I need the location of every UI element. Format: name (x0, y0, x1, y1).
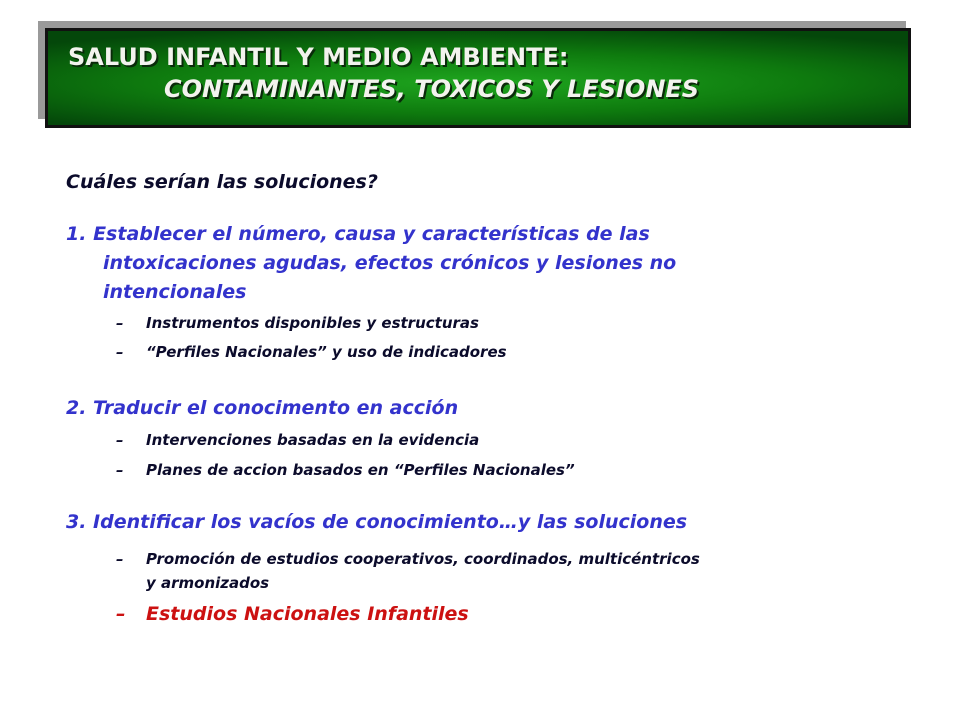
item-3-sub-1 (116, 547, 926, 595)
item-1-number: 1. (66, 223, 87, 245)
item-1-sub-1-text: Instrumentos disponibles y estructuras (146, 314, 479, 332)
item-3-sub-1-text: Promoción de estudios cooperativos, coordinados, multicéntricos (146, 550, 700, 568)
dash-bullet: – (116, 343, 124, 361)
item-3: 3. Identificar los vacíos de conocimiento…y las soluciones (66, 511, 688, 533)
item-1-sub-2-text: “Perfiles Nacionales” y uso de indicadores (146, 343, 507, 361)
item-3-sub-2-highlight (116, 603, 469, 625)
item-1-sub-1 (116, 314, 479, 332)
item-1-sub-2 (116, 343, 507, 361)
item-2: 2. Traducir el conocimento en acción (66, 397, 459, 419)
title-line-1: SALUD INFANTIL Y MEDIO AMBIENTE: (68, 43, 569, 71)
question-heading: Cuáles serían las soluciones? (66, 171, 378, 193)
item-2-sub-2-text: Planes de accion basados en “Perfiles Nacionales” (146, 461, 575, 479)
item-1-line-3: intencionales (103, 281, 247, 303)
dash-bullet: – (116, 314, 124, 332)
title-line-2: CONTAMINANTES, TOXICOS Y LESIONES (164, 75, 700, 103)
item-1-line-1: Establecer el número, causa y características de las (93, 223, 650, 245)
dash-bullet: – (116, 431, 124, 449)
dash-bullet: – (116, 550, 124, 568)
dash-bullet: – (116, 461, 124, 479)
item-1 (66, 220, 866, 307)
item-2-sub-1-text: Intervenciones basadas en la evidencia (146, 431, 480, 449)
item-3-sub-2-text: Estudios Nacionales Infantiles (146, 603, 469, 625)
item-3-sub-1-cont: y armonizados (146, 574, 270, 592)
dash-bullet: – (116, 603, 126, 625)
item-2-sub-2 (116, 461, 575, 479)
item-1-line-2: intoxicaciones agudas, efectos crónicos y lesiones no (103, 252, 677, 274)
item-2-sub-1 (116, 431, 479, 449)
